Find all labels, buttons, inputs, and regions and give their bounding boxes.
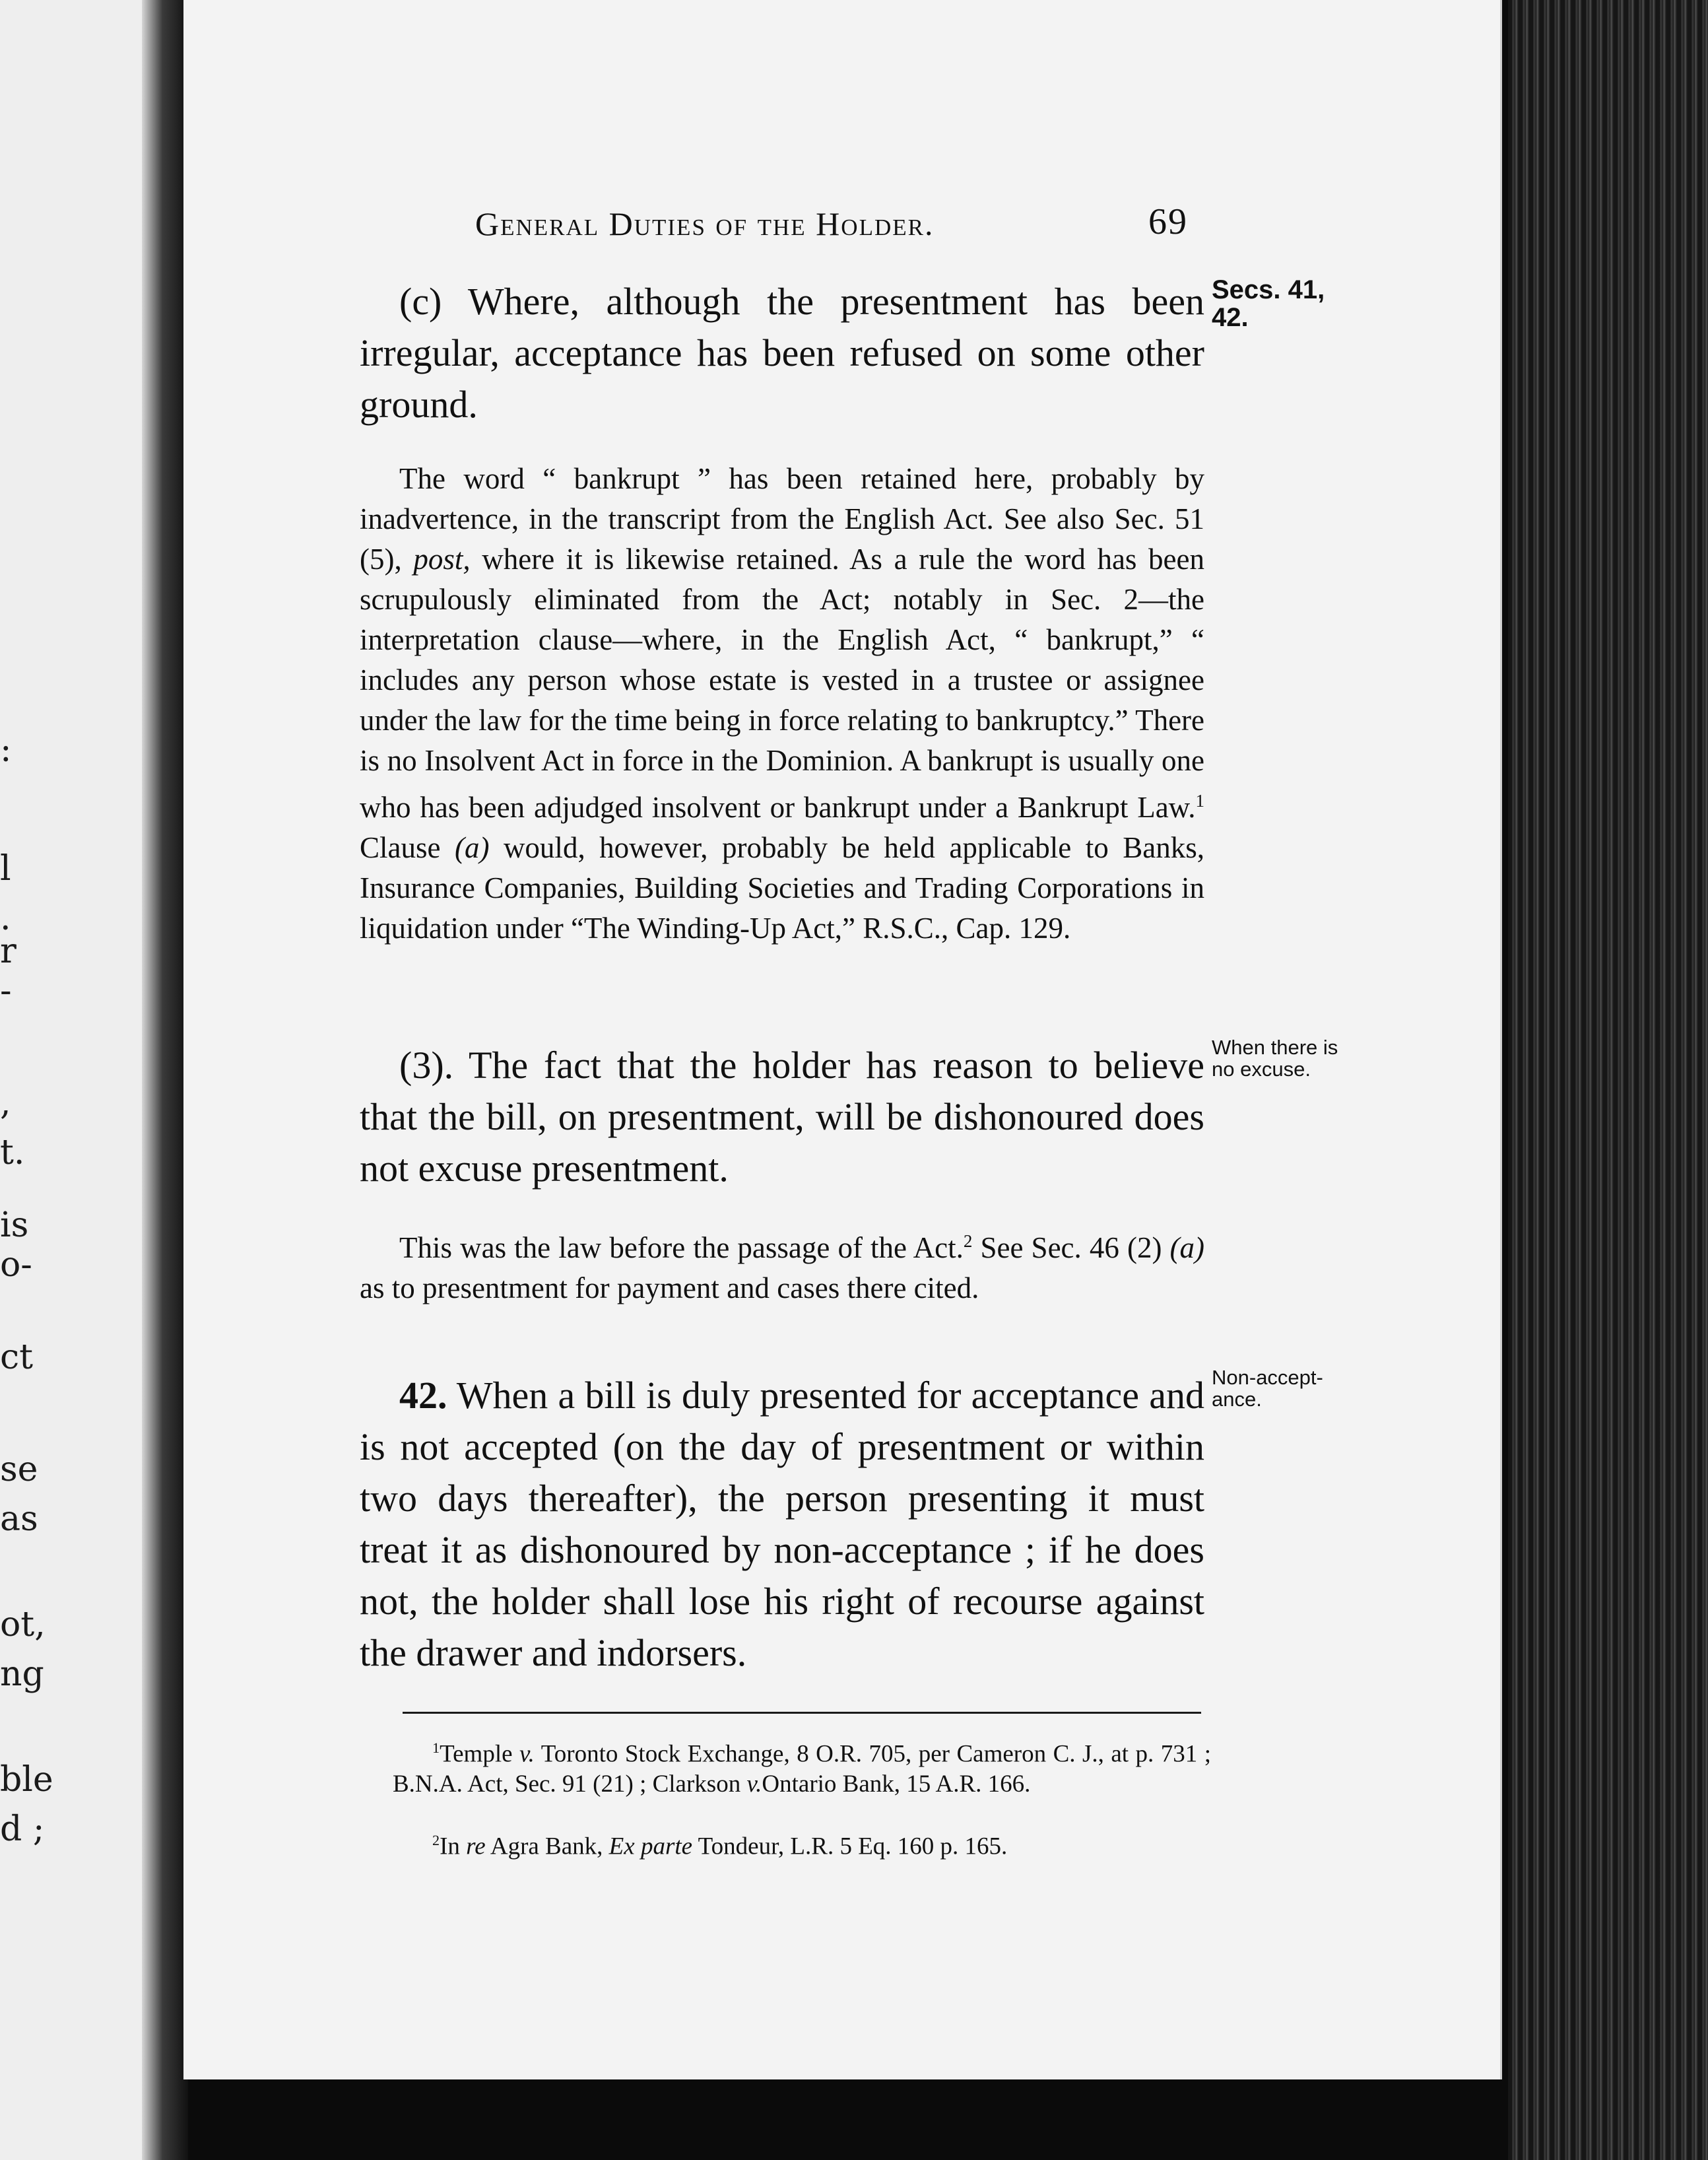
commentary-italic: (a) — [1169, 1231, 1205, 1264]
left-fragment: is — [0, 1205, 29, 1245]
left-fragment: ct — [0, 1337, 34, 1377]
left-fragment: l — [0, 849, 11, 889]
commentary-italic: (a) — [454, 831, 490, 864]
footnote-1 — [393, 1733, 1211, 1800]
commentary-text: See Sec. 46 (2) — [980, 1231, 1162, 1264]
footnote-text: Temple — [440, 1740, 513, 1768]
running-head-title: General Duties of the Holder. — [475, 205, 935, 242]
footnote-ref: 1 — [1195, 791, 1204, 811]
footnote-text: Tondeur, L.R. 5 Eq. 160 p. 165. — [698, 1833, 1008, 1860]
clause-c — [360, 276, 1204, 430]
commentary-text: would, however, probably be held applicable to Banks, Insurance Companies, Building Societies and Trading Corporations in liquidation under “The Winding-Up Act,” R.S.C., Cap. 129. — [360, 831, 1204, 945]
footnote-text: Toronto Stock Exchange, 8 O.R. 705, per Cameron C. J., at p. 731 ; B.N.A. Act, Sec. 91 (21) ; Clarkson — [393, 1740, 1212, 1798]
margin-note-sections: Secs. 41, 42. — [1212, 275, 1325, 332]
commentary-text: This was the law before the passage of the Act. — [399, 1231, 964, 1264]
footnote-ref: 2 — [963, 1231, 973, 1251]
left-fragment: . — [0, 898, 11, 938]
subsection-3-text: The fact that the holder has reason to believe that the bill, on presentment, will be dishonoured does not excuse presentment. — [360, 1044, 1204, 1190]
left-fragment: , — [0, 1083, 11, 1123]
commentary-law-before-act — [360, 1221, 1204, 1308]
margin-note-non-acceptance: Non-accept-ance. — [1212, 1366, 1323, 1411]
section-42-number: 42. — [399, 1374, 447, 1417]
commentary-text: where it is likewise retained. As a rule the word has been scrupulously eliminated from the Act; notably in Sec. 2—the interpretation clause—where, in the English Act, “ bankrupt,” “ includes any person whose estate is vested in a trustee or assignee under the law for the time being in force relating to bankruptcy.” There is no Insolvent Act in force in the Dominion. A bankrupt is usually one who has been adjudged insolvent or bankrupt under a Bankrupt Law. — [360, 543, 1204, 824]
page-number: 69 — [1148, 201, 1188, 242]
footnote-italic: v. — [746, 1771, 762, 1798]
commentary-bankrupt — [360, 459, 1204, 949]
section-42 — [360, 1370, 1204, 1679]
facing-page-left — [0, 0, 165, 2160]
section-42-text: When a bill is duly presented for acceptance and is not accepted (on the day of presentment or within two days thereafter), the person presenting it must treat it as dishonoured by non-acceptance ; if he does not, the holder shall lose his right of recourse against the drawer and indorsers. — [360, 1374, 1204, 1674]
left-fragment: - — [0, 971, 12, 1011]
commentary-text: Clause — [360, 831, 441, 864]
footnote-text: In — [440, 1833, 460, 1860]
footnote-text: Ontario Bank, 15 A.R. 166. — [762, 1771, 1031, 1798]
margin-note-no-excuse: When there is no excuse. — [1212, 1036, 1338, 1081]
subsection-3 — [360, 1040, 1204, 1194]
left-fragment: d ; — [0, 1809, 45, 1849]
left-fragment: ng — [0, 1654, 44, 1694]
commentary-text: as to presentment for payment and cases there cited. — [360, 1271, 979, 1304]
left-fragment: r — [0, 931, 16, 971]
footnote-marker: 2 — [432, 1832, 440, 1848]
left-fragment: ot, — [0, 1605, 46, 1644]
running-head — [475, 201, 1188, 243]
page-edges — [1508, 0, 1708, 2160]
footnote-text: Agra Bank, — [490, 1833, 603, 1860]
left-fragment: ble — [0, 1760, 53, 1800]
clause-c-label: (c) — [399, 280, 442, 323]
commentary-text: The word “ bankrupt ” has been retained here, probably by inadvertence, in the transcript from the English Act. See also Sec. 51 (5), — [360, 462, 1204, 576]
left-fragment: se — [0, 1450, 38, 1489]
book-gutter — [142, 0, 188, 2160]
left-fragment: : — [0, 730, 12, 770]
footnote-italic: re — [466, 1833, 486, 1860]
subsection-3-label: (3). — [399, 1044, 454, 1087]
clause-c-text: Where, although the presentment has been irregular, acceptance has been refused on some other ground. — [360, 280, 1204, 426]
footnote-2 — [393, 1825, 1211, 1862]
left-fragment: t. — [0, 1133, 25, 1172]
footnote-italic: Ex parte — [608, 1833, 693, 1860]
left-fragment: as — [0, 1499, 38, 1539]
footnote-rule — [403, 1712, 1201, 1714]
footnote-italic: v. — [519, 1740, 535, 1768]
footnote-marker: 1 — [432, 1739, 440, 1756]
commentary-italic: post, — [413, 543, 471, 576]
left-fragment: o- — [0, 1245, 32, 1285]
